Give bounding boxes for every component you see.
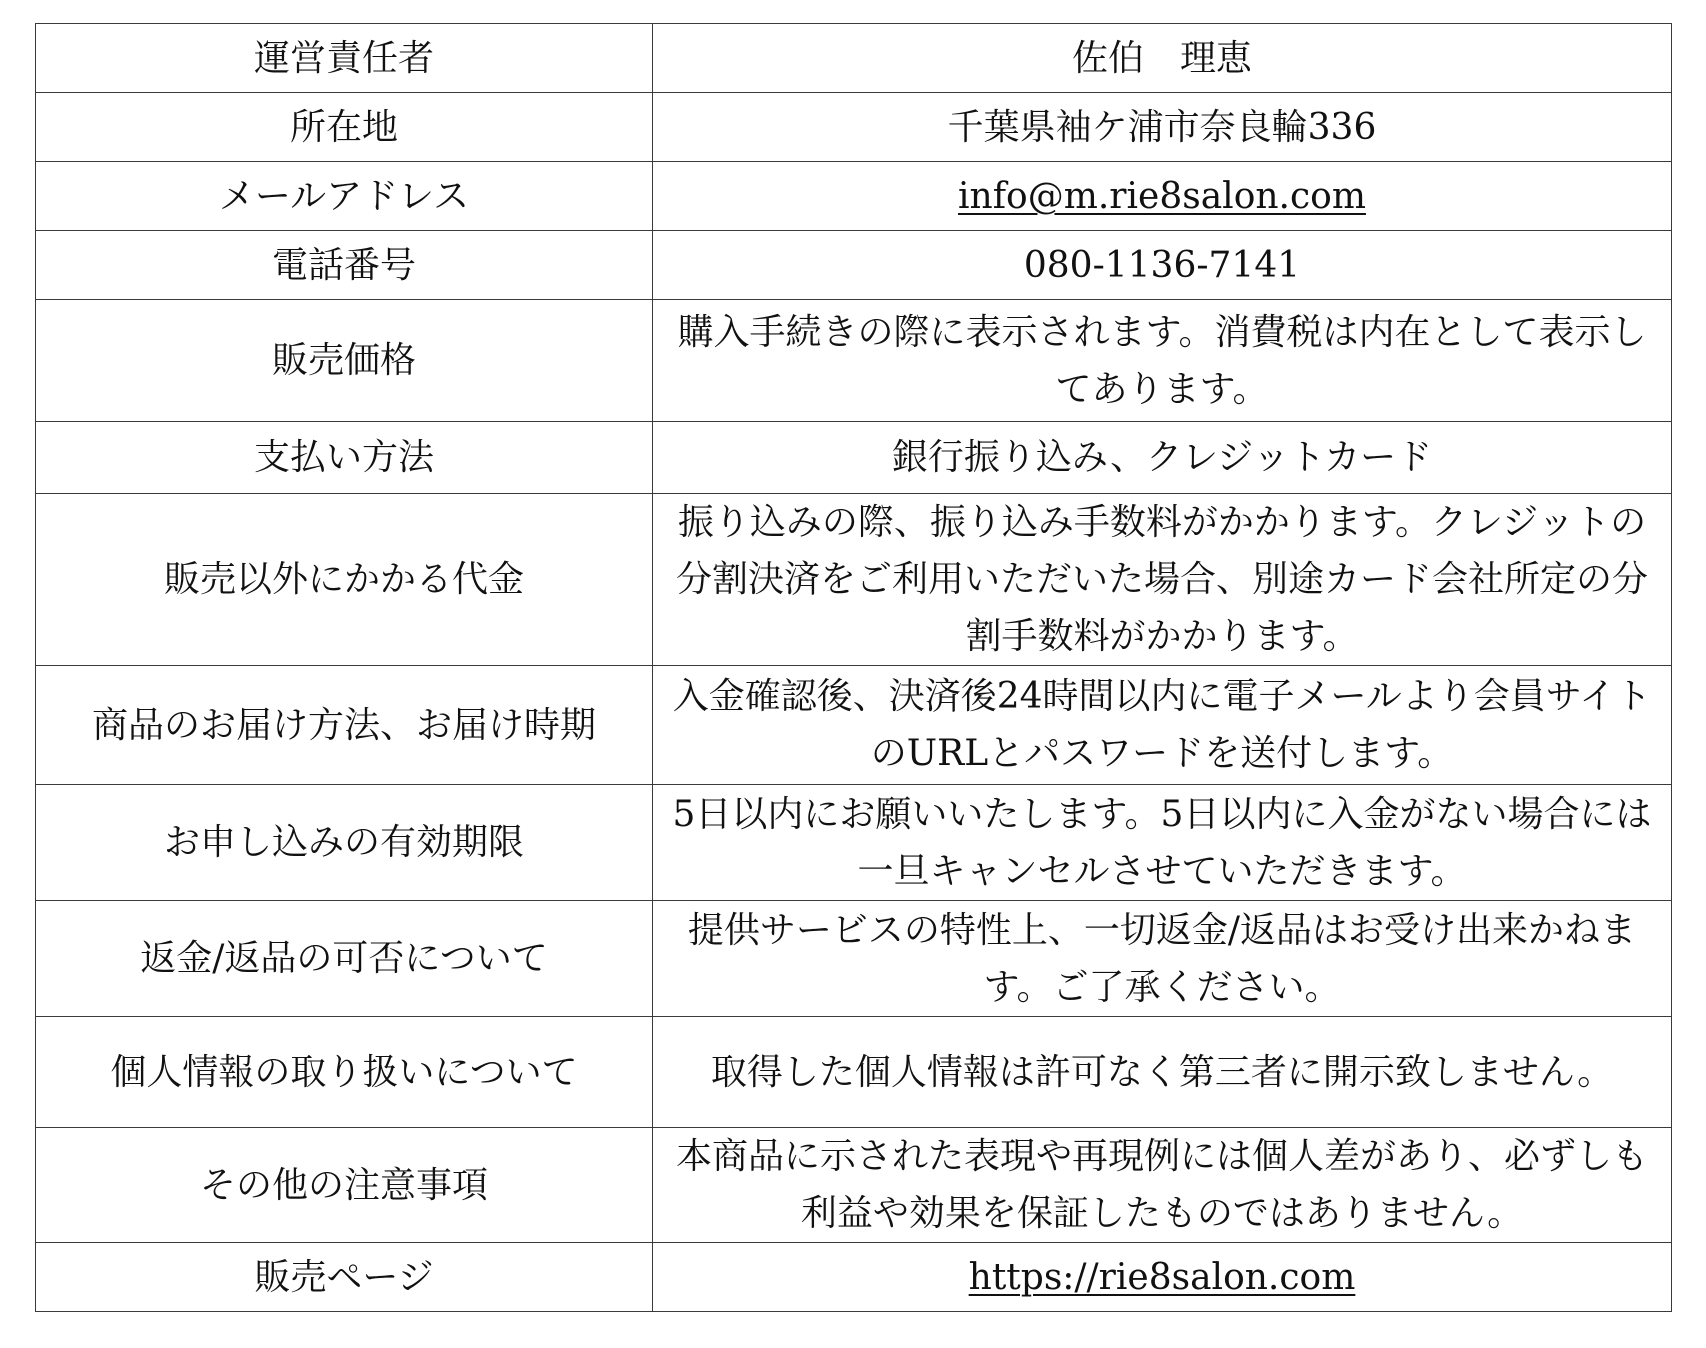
commerce-disclosure-table [35, 23, 1672, 1312]
table-row-extra-charges [36, 494, 1672, 666]
row-label: 販売価格 [36, 300, 653, 422]
row-label: メールアドレス [36, 162, 653, 231]
table-row-price [36, 300, 1672, 422]
table-row-payment [36, 422, 1672, 494]
row-value: 銀行振り込み、クレジットカード [653, 422, 1672, 494]
row-label: 所在地 [36, 93, 653, 162]
row-value: 入金確認後、決済後24時間以内に電子メールより会員サイトのURLとパスワードを送付します。 [653, 666, 1672, 785]
row-label: 返金/返品の可否について [36, 901, 653, 1017]
table-row-phone [36, 231, 1672, 300]
row-value: 本商品に示された表現や再現例には個人差があり、必ずしも利益や効果を保証したものではありません。 [653, 1128, 1672, 1243]
row-label: 運営責任者 [36, 24, 653, 93]
row-label: お申し込みの有効期限 [36, 785, 653, 901]
table-row-delivery [36, 666, 1672, 785]
row-value: 5日以内にお願いいたします。5日以内に入金がない場合には一旦キャンセルさせていただきます。 [653, 785, 1672, 901]
table-row-sales-page [36, 1243, 1672, 1312]
row-value: 提供サービスの特性上、一切返金/返品はお受け出来かねます。ご了承ください。 [653, 901, 1672, 1017]
row-value-cell [653, 1243, 1672, 1312]
row-value: 佐伯 理恵 [653, 24, 1672, 93]
table-row-application-deadline [36, 785, 1672, 901]
table-row-privacy [36, 1017, 1672, 1128]
row-value: 080-1136-7141 [653, 231, 1672, 300]
table-row-manager [36, 24, 1672, 93]
row-label: 販売ページ [36, 1243, 653, 1312]
table-row-notes [36, 1128, 1672, 1243]
row-value: 取得した個人情報は許可なく第三者に開示致しません。 [653, 1017, 1672, 1128]
row-label: 電話番号 [36, 231, 653, 300]
table-row-refund [36, 901, 1672, 1017]
row-value: 購入手続きの際に表示されます。消費税は内在として表示してあります。 [653, 300, 1672, 422]
sales-page-link[interactable]: https://rie8salon.com [968, 1256, 1356, 1298]
row-label: 個人情報の取り扱いについて [36, 1017, 653, 1128]
row-label: 支払い方法 [36, 422, 653, 494]
table-row-address [36, 93, 1672, 162]
commerce-disclosure-sheet [35, 23, 1671, 1312]
table-row-email [36, 162, 1672, 231]
row-value: 千葉県袖ケ浦市奈良輪336 [653, 93, 1672, 162]
row-value: 振り込みの際、振り込み手数料がかかります。クレジットの分割決済をご利用いただいた場合、別途カード会社所定の分割手数料がかかります。 [653, 494, 1672, 666]
row-value-cell [653, 162, 1672, 231]
row-label: 商品のお届け方法、お届け時期 [36, 666, 653, 785]
email-link[interactable]: info@m.rie8salon.com [958, 175, 1366, 217]
row-label: 販売以外にかかる代金 [36, 494, 653, 666]
row-label: その他の注意事項 [36, 1128, 653, 1243]
